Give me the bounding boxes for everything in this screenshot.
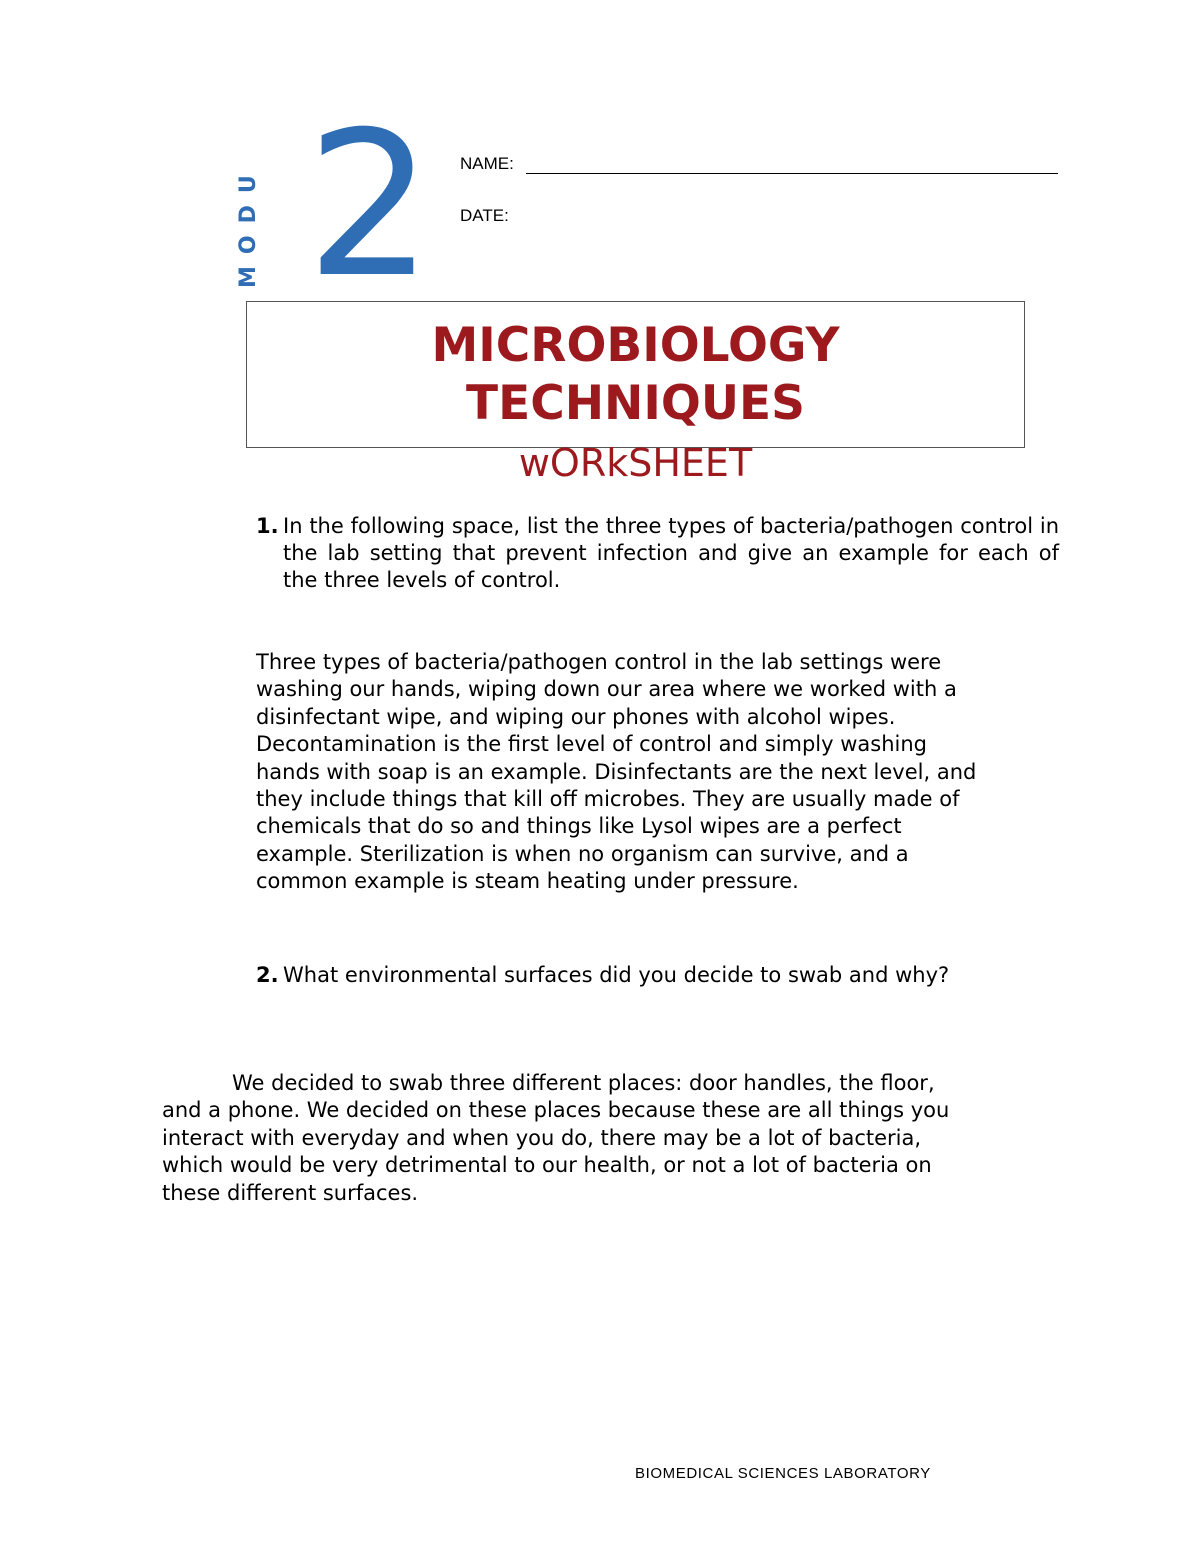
page-subtitle: wORkSHEET — [518, 441, 753, 485]
module-label — [236, 163, 264, 288]
footer-text: BIOMEDICAL SCIENCES LABORATORY — [635, 1465, 931, 1482]
name-field[interactable] — [526, 173, 1058, 174]
answer-1-line: Three types of bacteria/pathogen control in the lab settings were — [256, 650, 942, 674]
module-label-text: MODU — [236, 163, 261, 288]
answer-2-line: interact with everyday and when you do, there may be a lot of bacteria, — [162, 1125, 922, 1150]
date-label: DATE: — [460, 206, 509, 225]
module-number: 2 — [306, 89, 434, 322]
answer-2-line: these different surfaces. — [162, 1180, 419, 1205]
answer-1-line: washing our hands, wiping down our area where we worked with a — [256, 677, 957, 702]
answer-1-line: example. Sterilization is when no organism can survive, and a — [256, 841, 909, 866]
answer-1-line: they include things that kill off microbes. They are usually made of — [256, 787, 960, 812]
answer-1-line: hands with soap is an example. Disinfectants are the next level, and — [256, 759, 977, 784]
answer-2 — [162, 1070, 1092, 1207]
answer-2-line: which would be very detrimental to our health, or not a lot of bacteria on — [162, 1153, 932, 1178]
answer-1-line: Decontamination is the first level of control and simply washing — [256, 732, 928, 757]
answer-1-line: chemicals that do so and things like Lysol wipes are a perfect — [256, 814, 902, 839]
question-1-number: 1. — [256, 514, 279, 538]
question-2-text: What environmental surfaces did you decide to swab and why? — [283, 963, 950, 987]
question-2-number: 2. — [256, 963, 279, 987]
answer-2-line: and a phone. We decided on these places because these are all things you — [162, 1098, 950, 1123]
question-1-text: In the following space, list the three types of bacteria/pathogen control in the lab setting that prevent infection and give an example for each of the three levels of control. — [283, 514, 1059, 592]
answer-1-line: disinfectant wipe, and wiping our phones with alcohol wipes. — [256, 704, 896, 729]
page-title-line-2: TECHNIQUES — [466, 376, 805, 431]
answer-1 — [256, 649, 1086, 896]
answer-1-line: common example is steam heating under pressure. — [256, 869, 799, 894]
answer-2-line: We decided to swab three different places: door handles, the floor, — [232, 1071, 935, 1095]
page-title-line-1: MICROBIOLOGY — [431, 318, 840, 373]
name-label: NAME: — [460, 154, 514, 173]
